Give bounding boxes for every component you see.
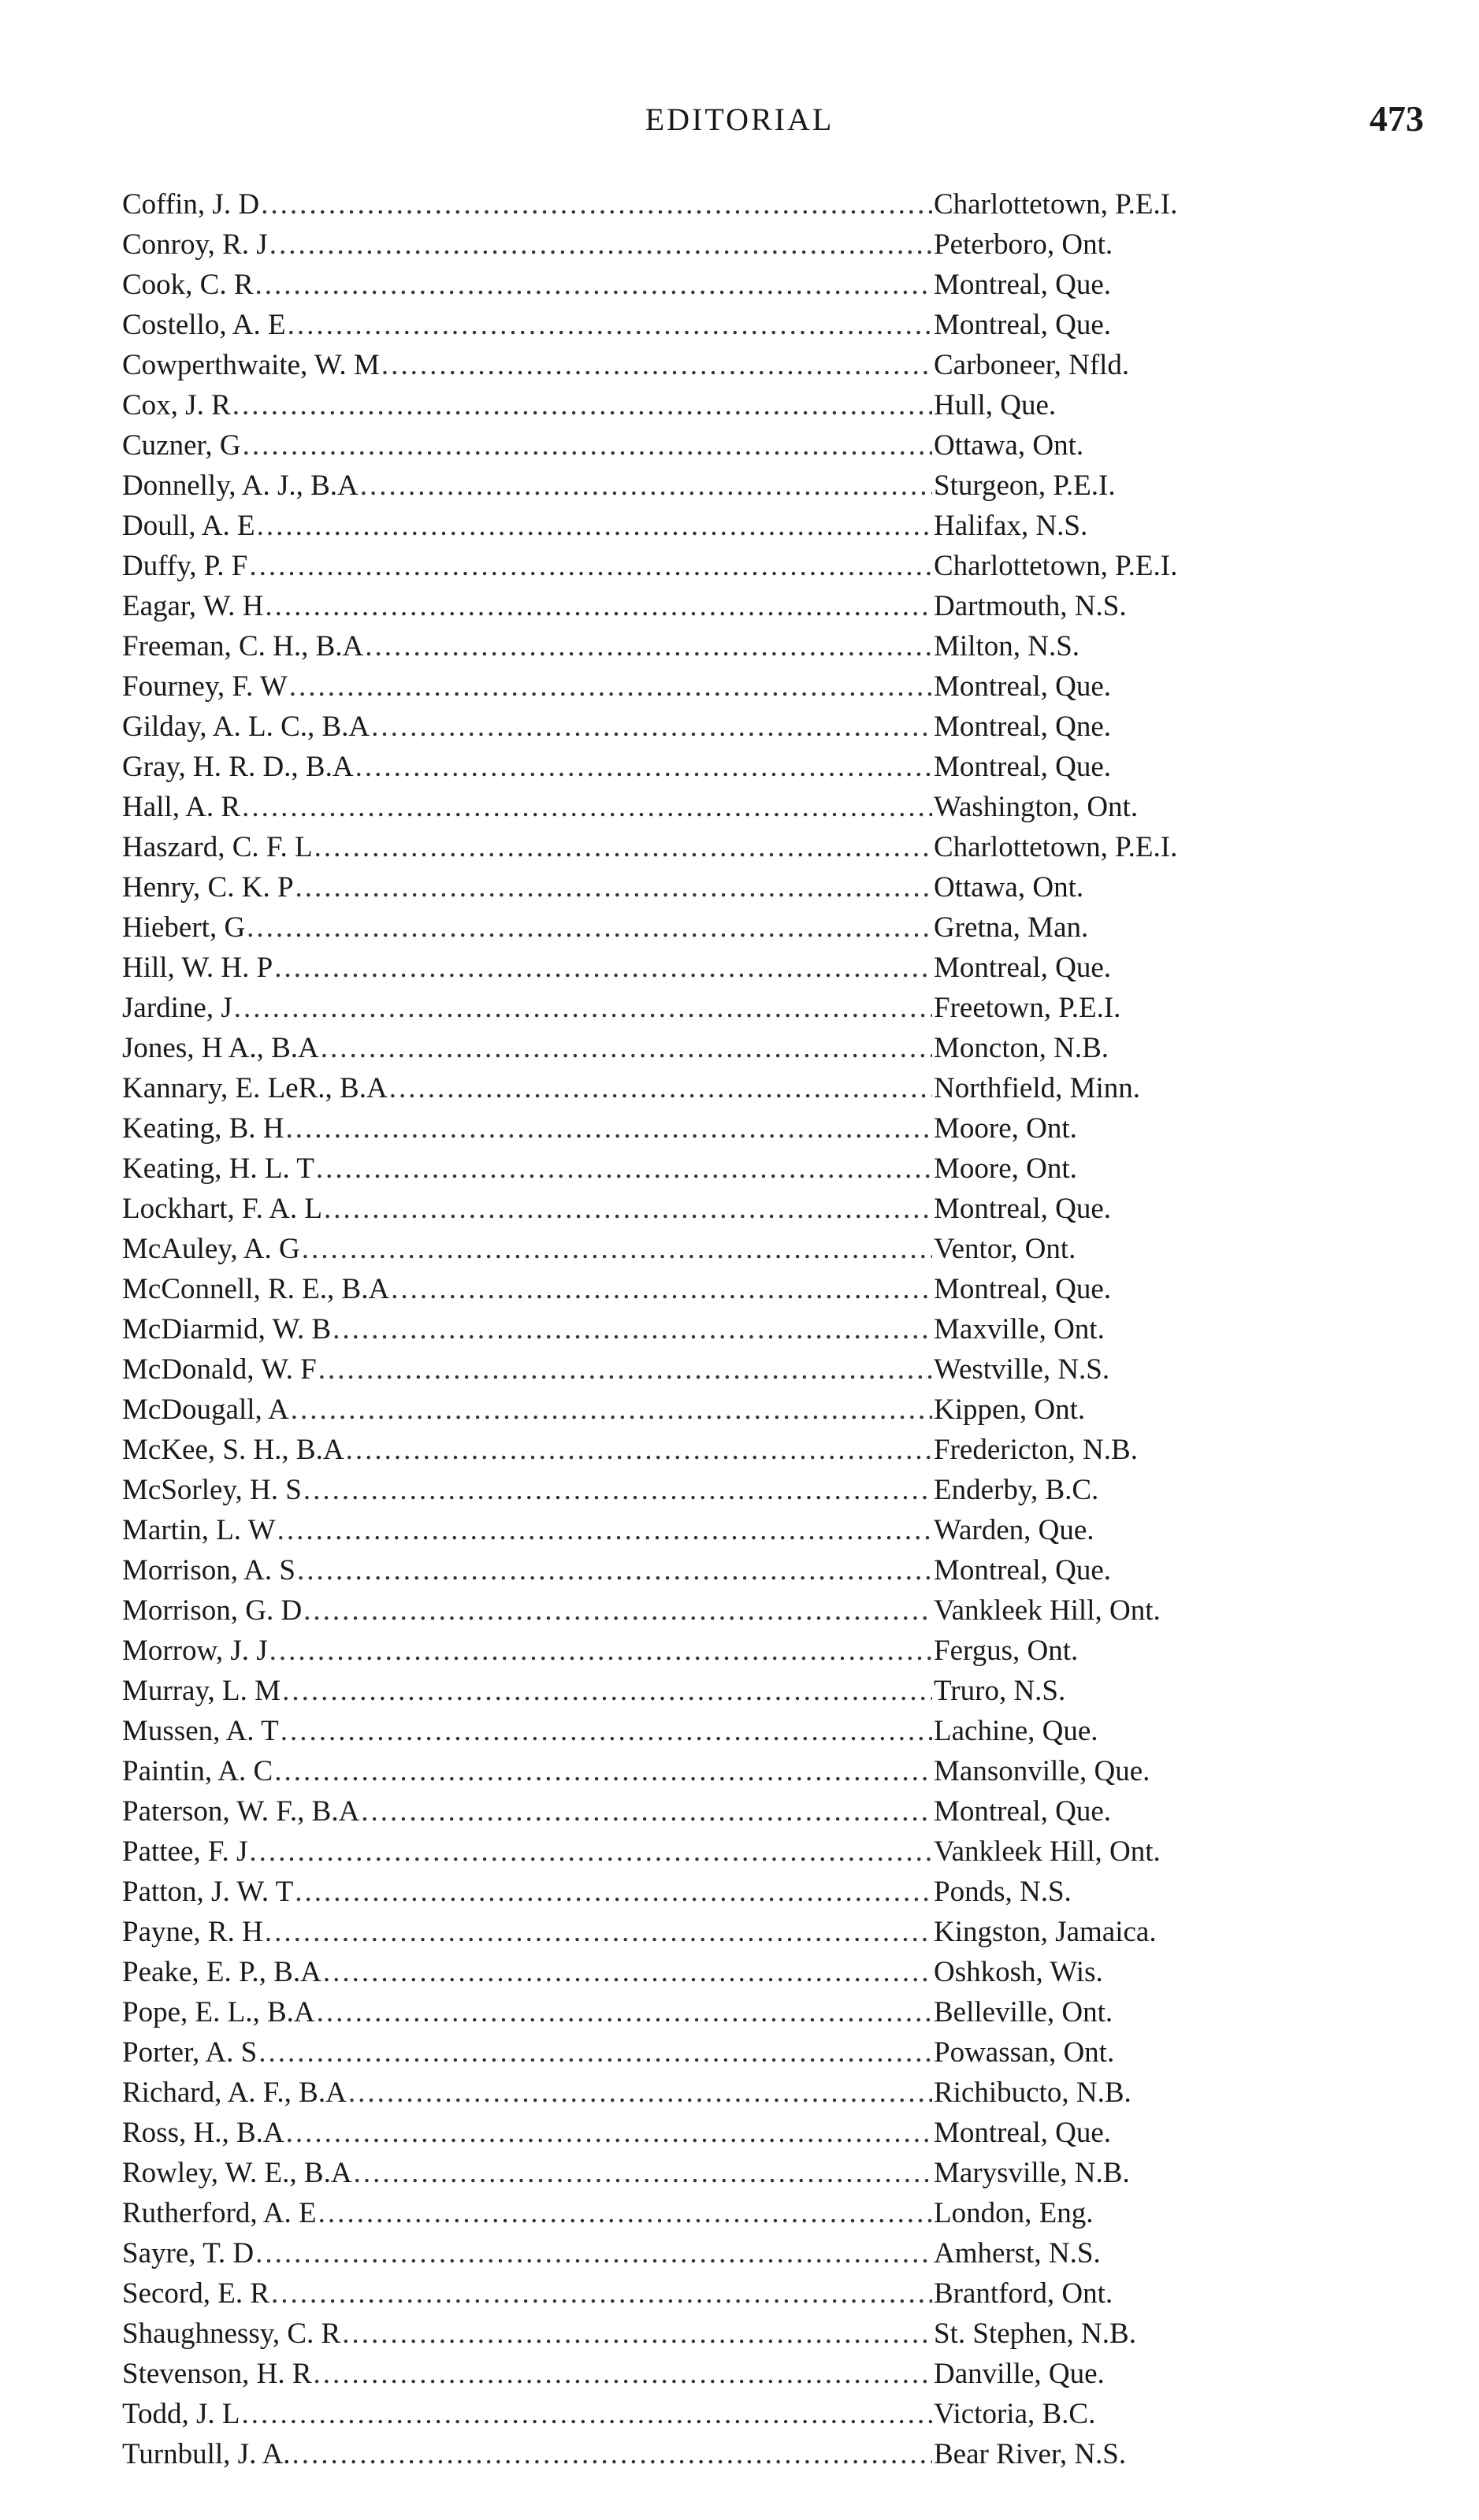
entry-name: McKee, S. H., B.A (122, 1434, 344, 1466)
name-place-list (122, 184, 1273, 2474)
list-item (122, 2193, 1273, 2233)
entry-name: Doull, A. E (122, 510, 255, 542)
entry-place: Montreal, Que. (934, 1193, 1112, 1225)
list-item (122, 2233, 1273, 2273)
list-item (122, 1108, 1273, 1149)
running-head: EDITORIAL (645, 102, 834, 137)
entry-place: Fredericton, N.B. (934, 1434, 1138, 1466)
dot-leader (247, 907, 932, 948)
entry-name: Cook, C. R (122, 269, 254, 301)
entry-place: Dartmouth, N.S. (934, 590, 1127, 622)
list-item (122, 626, 1273, 666)
entry-name: Payne, R. H (122, 1916, 263, 1948)
entry-name: Turnbull, J. A. (122, 2438, 291, 2470)
list-item (122, 2073, 1273, 2113)
list-item (122, 466, 1273, 506)
entry-place: Fergus, Ont. (934, 1635, 1079, 1667)
list-item (122, 1430, 1273, 1470)
entry-place: Kingston, Jamaica. (934, 1916, 1157, 1948)
list-item (122, 1872, 1273, 1912)
list-item (122, 827, 1273, 867)
dot-leader (316, 1149, 932, 1189)
entry-place: Montreal, Qne. (934, 711, 1112, 743)
list-item (122, 988, 1273, 1028)
entry-place: Westville, N.S. (934, 1353, 1110, 1386)
entry-name: Kannary, E. LeR., B.A (122, 1072, 388, 1104)
entry-name: Freeman, C. H., B.A (122, 630, 364, 662)
list-item (122, 707, 1273, 747)
entry-place: Truro, N.S. (934, 1675, 1066, 1707)
list-item (122, 1349, 1273, 1390)
dot-leader (265, 1912, 932, 1952)
list-item (122, 1992, 1273, 2032)
entry-name: Conroy, R. J (122, 228, 268, 261)
entry-name: Jardine, J (122, 992, 232, 1024)
entry-place: Marysville, N.B. (934, 2157, 1130, 2189)
dot-leader (249, 1832, 932, 1872)
list-item (122, 2314, 1273, 2354)
entry-place: Montreal, Que. (934, 309, 1112, 341)
list-item (122, 1832, 1273, 1872)
entry-place: Montreal, Que. (934, 1795, 1112, 1828)
dot-leader (274, 1751, 932, 1791)
dot-leader (389, 1068, 932, 1108)
dot-leader (249, 546, 932, 586)
dot-leader (355, 747, 932, 787)
entry-name: Sayre, T. D (122, 2237, 255, 2269)
list-item (122, 1390, 1273, 1430)
entry-place: Ottawa, Ont. (934, 871, 1084, 904)
entry-place: Moncton, N.B. (934, 1032, 1109, 1064)
dot-leader (288, 305, 932, 345)
entry-name: Todd, J. L (122, 2398, 240, 2430)
entry-place: Hull, Que. (934, 389, 1057, 421)
list-item (122, 747, 1273, 787)
entry-name: Morrison, G. D (122, 1594, 303, 1627)
entry-place: Lachine, Que. (934, 1715, 1098, 1747)
entry-place: Amherst, N.S. (934, 2237, 1101, 2269)
entry-name: Lockhart, F. A. L (122, 1193, 322, 1225)
entry-name: Paterson, W. F., B.A (122, 1795, 360, 1828)
entry-place: St. Stephen, N.B. (934, 2318, 1136, 2350)
dot-leader (302, 1229, 932, 1269)
list-item (122, 1952, 1273, 1992)
dot-leader (286, 2113, 932, 2153)
entry-place: Montreal, Que. (934, 269, 1112, 301)
dot-leader (269, 1631, 932, 1671)
page-number: 473 (1369, 98, 1424, 139)
dot-leader (255, 265, 932, 305)
entry-name: Paintin, A. C (122, 1755, 273, 1787)
dot-leader (348, 2073, 932, 2113)
dot-leader (317, 1992, 932, 2032)
dot-leader (265, 586, 932, 626)
entry-place: Moore, Ont. (934, 1112, 1077, 1145)
list-item (122, 184, 1273, 225)
entry-name: McDonald, W. F (122, 1353, 317, 1386)
entry-place: Kippen, Ont. (934, 1394, 1086, 1426)
list-item (122, 2032, 1273, 2073)
entry-name: McConnell, R. E., B.A (122, 1273, 390, 1305)
dot-leader (318, 1349, 932, 1390)
list-item (122, 2113, 1273, 2153)
list-item (122, 1068, 1273, 1108)
dot-leader (269, 225, 932, 265)
dot-leader (281, 1711, 932, 1751)
dot-leader (323, 1952, 932, 1992)
entry-name: Coffin, J. D (122, 188, 260, 221)
list-item (122, 2354, 1273, 2394)
dot-leader (277, 1510, 932, 1550)
entry-name: Peake, E. P., B.A (122, 1956, 321, 1988)
entry-place: Ventor, Ont. (934, 1233, 1076, 1265)
entry-name: Rowley, W. E., B.A (122, 2157, 352, 2189)
dot-leader (232, 385, 932, 425)
list-item (122, 1269, 1273, 1309)
entry-name: Cuzner, G (122, 429, 241, 462)
dot-leader (381, 345, 932, 385)
entry-name: Fourney, F. W (122, 670, 288, 703)
entry-place: Belleville, Ont. (934, 1996, 1113, 2028)
entry-name: Martin, L. W (122, 1514, 276, 1546)
entry-name: McSorley, H. S (122, 1474, 302, 1506)
list-item (122, 2273, 1273, 2314)
list-item (122, 1631, 1273, 1671)
dot-leader (295, 1872, 932, 1912)
entry-name: Eagar, W. H (122, 590, 264, 622)
list-item (122, 2153, 1273, 2193)
list-item (122, 948, 1273, 988)
dot-leader (314, 2354, 933, 2394)
dot-leader (303, 1590, 932, 1631)
entry-place: Montreal, Que. (934, 670, 1112, 703)
list-item (122, 506, 1273, 546)
list-item (122, 1229, 1273, 1269)
list-item (122, 907, 1273, 948)
entry-place: Oshkosh, Wis. (934, 1956, 1103, 1988)
entry-name: Cox, J. R (122, 389, 231, 421)
entry-place: Powassan, Ont. (934, 2036, 1115, 2069)
entry-name: Ross, H., B.A (122, 2117, 284, 2149)
entry-name: Morrow, J. J (122, 1635, 268, 1667)
entry-place: Moore, Ont. (934, 1152, 1077, 1185)
list-item (122, 586, 1273, 626)
list-item (122, 666, 1273, 707)
list-item (122, 1912, 1273, 1952)
dot-leader (261, 184, 932, 225)
list-item (122, 1751, 1273, 1791)
entry-name: Stevenson, H. R (122, 2358, 312, 2390)
entry-place: Halifax, N.S. (934, 510, 1088, 542)
list-item (122, 787, 1273, 827)
entry-name: Henry, C. K. P (122, 871, 294, 904)
entry-name: Keating, H. L. T (122, 1152, 314, 1185)
entry-place: Montreal, Que. (934, 1554, 1112, 1587)
dot-leader (321, 1028, 932, 1068)
entry-place: Washington, Ont. (934, 791, 1139, 823)
entry-name: Duffy, P. F (122, 550, 248, 582)
dot-leader (318, 2193, 932, 2233)
dot-leader (365, 626, 932, 666)
list-item (122, 305, 1273, 345)
list-item (122, 425, 1273, 466)
entry-name: McDougall, A (122, 1394, 289, 1426)
entry-name: McAuley, A. G (122, 1233, 300, 1265)
dot-leader (243, 425, 932, 466)
entry-place: Richibucto, N.B. (934, 2076, 1132, 2109)
list-item (122, 225, 1273, 265)
dot-leader (361, 1791, 932, 1832)
entry-place: Victoria, B.C. (934, 2398, 1096, 2430)
dot-leader (282, 1671, 932, 1711)
entry-place: Peterboro, Ont. (934, 228, 1113, 261)
list-item (122, 2394, 1273, 2434)
list-item (122, 546, 1273, 586)
entry-place: Danville, Que. (934, 2358, 1105, 2390)
entry-place: London, Eng. (934, 2197, 1094, 2229)
dot-leader (286, 1108, 932, 1149)
entry-place: Northfield, Minn. (934, 1072, 1141, 1104)
entry-place: Montreal, Que. (934, 1273, 1112, 1305)
entry-name: Hall, A. R (122, 791, 241, 823)
list-item (122, 1510, 1273, 1550)
entry-name: Rutherford, A. E (122, 2197, 317, 2229)
entry-name: Mussen, A. T (122, 1715, 279, 1747)
entry-name: Hiebert, G (122, 911, 246, 944)
entry-place: Milton, N.S. (934, 630, 1080, 662)
dot-leader (242, 2394, 932, 2434)
entry-name: Hill, W. H. P (122, 952, 273, 984)
entry-place: Brantford, Ont. (934, 2277, 1113, 2310)
list-item (122, 867, 1273, 907)
entry-place: Ottawa, Ont. (934, 429, 1084, 462)
entry-place: Gretna, Man. (934, 911, 1089, 944)
entry-name: Cowperthwaite, W. M (122, 349, 380, 381)
dot-leader (271, 2273, 932, 2314)
entry-name: Secord, E. R (122, 2277, 270, 2310)
list-item (122, 1791, 1273, 1832)
list-item (122, 385, 1273, 425)
entry-place: Freetown, P.E.I. (934, 992, 1121, 1024)
dot-leader (360, 466, 932, 506)
entry-name: Murray, L. M (122, 1675, 281, 1707)
dot-leader (258, 2032, 932, 2073)
dot-leader (242, 787, 932, 827)
dot-leader (371, 707, 932, 747)
entry-place: Vankleek Hill, Ont. (934, 1594, 1161, 1627)
list-item (122, 1711, 1273, 1751)
entry-name: Shaughnessy, C. R (122, 2318, 341, 2350)
entry-place: Vankleek Hill, Ont. (934, 1835, 1161, 1868)
entry-place: Charlottetown, P.E.I. (934, 188, 1178, 221)
list-item (122, 345, 1273, 385)
dot-leader (297, 1550, 932, 1590)
entry-place: Maxville, Ont. (934, 1313, 1105, 1345)
dot-leader (342, 2314, 932, 2354)
list-item (122, 1470, 1273, 1510)
entry-name: Gray, H. R. D., B.A (122, 751, 354, 783)
dot-leader (333, 1309, 932, 1349)
entry-place: Bear River, N.S. (934, 2438, 1127, 2470)
list-item (122, 1550, 1273, 1590)
list-item (122, 1028, 1273, 1068)
list-item (122, 1671, 1273, 1711)
list-item (122, 265, 1273, 305)
entry-name: Richard, A. F., B.A (122, 2076, 347, 2109)
entry-place: Montreal, Que. (934, 2117, 1112, 2149)
dot-leader (255, 2233, 932, 2273)
entry-place: Mansonville, Que. (934, 1755, 1150, 1787)
dot-leader (324, 1189, 932, 1229)
entry-place: Sturgeon, P.E.I. (934, 469, 1116, 502)
entry-place: Ponds, N.S. (934, 1876, 1072, 1908)
list-item (122, 1590, 1273, 1631)
entry-place: Warden, Que. (934, 1514, 1094, 1546)
entry-place: Montreal, Que. (934, 952, 1112, 984)
dot-leader (354, 2153, 932, 2193)
dot-leader (346, 1430, 932, 1470)
entry-place: Charlottetown, P.E.I. (934, 550, 1178, 582)
list-item (122, 2434, 1273, 2474)
entry-name: Pattee, F. J (122, 1835, 248, 1868)
dot-leader (391, 1269, 932, 1309)
entry-name: Costello, A. E (122, 309, 286, 341)
entry-name: Jones, H A., B.A (122, 1032, 319, 1064)
dot-leader (274, 948, 932, 988)
entry-name: Patton, J. W. T (122, 1876, 294, 1908)
dot-leader (295, 867, 932, 907)
list-item (122, 1189, 1273, 1229)
entry-name: Pope, E. L., B.A (122, 1996, 315, 2028)
dot-leader (234, 988, 932, 1028)
dot-leader (292, 2434, 932, 2474)
list-item (122, 1149, 1273, 1189)
entry-name: Morrison, A. S (122, 1554, 295, 1587)
list-item (122, 1309, 1273, 1349)
entry-name: Haszard, C. F. L (122, 831, 313, 863)
entry-name: Keating, B. H (122, 1112, 284, 1145)
entry-place: Carboneer, Nfld. (934, 349, 1130, 381)
dot-leader (257, 506, 932, 546)
entry-place: Charlottetown, P.E.I. (934, 831, 1178, 863)
dot-leader (291, 1390, 932, 1430)
entry-name: McDiarmid, W. B (122, 1313, 332, 1345)
dot-leader (289, 666, 932, 707)
entry-name: Donnelly, A. J., B.A (122, 469, 359, 502)
entry-name: Gilday, A. L. C., B.A (122, 711, 370, 743)
dot-leader (303, 1470, 932, 1510)
entry-place: Enderby, B.C. (934, 1474, 1099, 1506)
entry-place: Montreal, Que. (934, 751, 1112, 783)
entry-name: Porter, A. S (122, 2036, 258, 2069)
dot-leader (314, 827, 932, 867)
